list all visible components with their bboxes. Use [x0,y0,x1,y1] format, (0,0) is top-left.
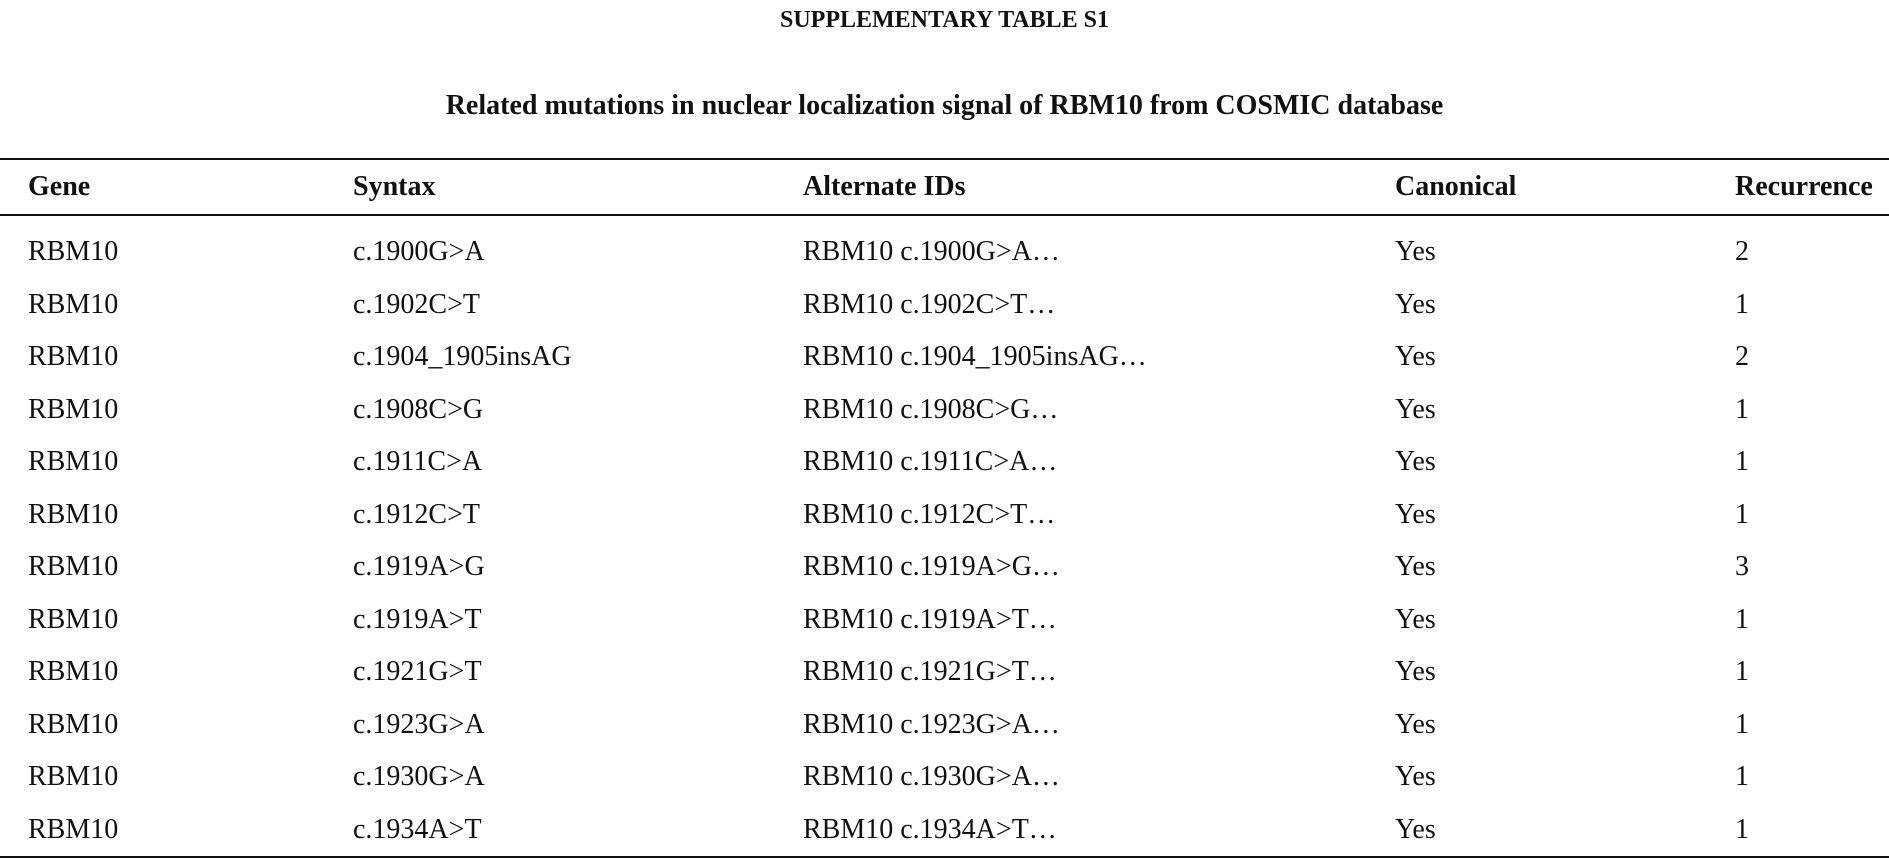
cell-alternate-ids: RBM10 c.1908C>G… [803,393,1059,425]
cell-recurrence: 1 [1735,804,1889,858]
cell-recurrence: 1 [1735,656,1749,688]
cell-syntax: c.1911C>A [353,446,483,478]
cell-syntax: c.1934A>T [353,804,803,858]
cell-canonical: Yes [1395,603,1436,635]
cell-alternate-ids: RBM10 c.1919A>G… [803,551,1060,583]
cell-recurrence: 1 [1735,603,1749,635]
cell-canonical: Yes [1395,708,1436,740]
cell-syntax: c.1908C>G [353,393,484,425]
cell-recurrence: 2 [1735,236,1749,268]
table-row [0,384,1889,437]
cell-canonical: Yes [1395,341,1436,373]
cell-alternate-ids: RBM10 c.1900G>A… [803,236,1060,268]
cell-gene: RBM10 [28,656,119,688]
table-row [0,489,1889,542]
cell-recurrence: 1 [1735,761,1749,793]
cell-syntax: c.1919A>T [353,603,482,635]
table-row [0,699,1889,752]
table-row [0,541,1889,594]
column-header-gene: Gene [0,159,353,215]
cell-syntax: c.1900G>A [353,236,485,268]
cell-gene: RBM10 [28,341,119,373]
table-row [0,751,1889,804]
cell-gene: RBM10 [28,551,119,583]
cell-gene: RBM10 [28,603,119,635]
column-header-alternate-ids: Alternate IDs [803,159,1395,215]
column-header-canonical: Canonical [1395,159,1735,215]
cell-syntax: c.1912C>T [353,498,480,530]
cell-gene: RBM10 [28,236,119,268]
cell-recurrence: 1 [1735,446,1749,478]
cell-canonical: Yes [1395,656,1436,688]
table-row [0,436,1889,489]
cell-syntax: c.1904_1905insAG [353,341,572,373]
cell-gene: RBM10 [0,804,353,858]
table-body [0,215,1889,857]
cell-syntax: c.1923G>A [353,708,485,740]
cell-canonical: Yes [1395,236,1436,268]
cell-gene: RBM10 [28,446,119,478]
cell-recurrence: 1 [1735,498,1749,530]
cell-gene: RBM10 [28,761,119,793]
supplementary-table-label: SUPPLEMENTARY TABLE S1 [780,7,1109,33]
table-row [0,215,1889,279]
table-row [0,804,1889,858]
cell-canonical: Yes [1395,761,1436,793]
table-row [0,594,1889,647]
cell-gene: RBM10 [28,708,119,740]
table-row [0,331,1889,384]
cell-recurrence: 3 [1735,551,1749,583]
table-header [0,159,1889,215]
cell-recurrence: 2 [1735,341,1749,373]
cell-recurrence: 1 [1735,288,1749,320]
cell-syntax: c.1930G>A [353,761,485,793]
table-title: Related mutations in nuclear localization signal of RBM10 from COSMIC database [445,90,1444,121]
cell-canonical: Yes [1395,498,1436,530]
cell-gene: RBM10 [28,393,119,425]
cell-alternate-ids: RBM10 c.1930G>A… [803,761,1060,793]
cell-alternate-ids: RBM10 c.1904_1905insAG… [803,341,1147,373]
cell-canonical: Yes [1395,446,1436,478]
cell-alternate-ids: RBM10 c.1911C>A… [803,446,1058,478]
table-row [0,646,1889,699]
cell-gene: RBM10 [28,288,119,320]
cell-recurrence: 1 [1735,708,1749,740]
cell-alternate-ids: RBM10 c.1912C>T… [803,498,1056,530]
cell-alternate-ids: RBM10 c.1923G>A… [803,708,1060,740]
column-header-syntax: Syntax [353,159,803,215]
cell-recurrence: 1 [1735,393,1749,425]
cell-gene: RBM10 [28,498,119,530]
cell-syntax: c.1902C>T [353,288,480,320]
header-row [0,159,1889,215]
mutations-table [0,158,1889,858]
cell-alternate-ids: RBM10 c.1934A>T… [803,804,1395,858]
cell-syntax: c.1921G>T [353,656,482,688]
table-row [0,279,1889,332]
cell-canonical: Yes [1395,393,1436,425]
cell-alternate-ids: RBM10 c.1919A>T… [803,603,1057,635]
cell-alternate-ids: RBM10 c.1921G>T… [803,656,1057,688]
column-header-recurrence: Recurrence [1735,159,1889,215]
cell-syntax: c.1919A>G [353,551,485,583]
cell-alternate-ids: RBM10 c.1902C>T… [803,288,1056,320]
cell-canonical: Yes [1395,288,1436,320]
cell-canonical: Yes [1395,551,1436,583]
cell-canonical: Yes [1395,804,1735,858]
